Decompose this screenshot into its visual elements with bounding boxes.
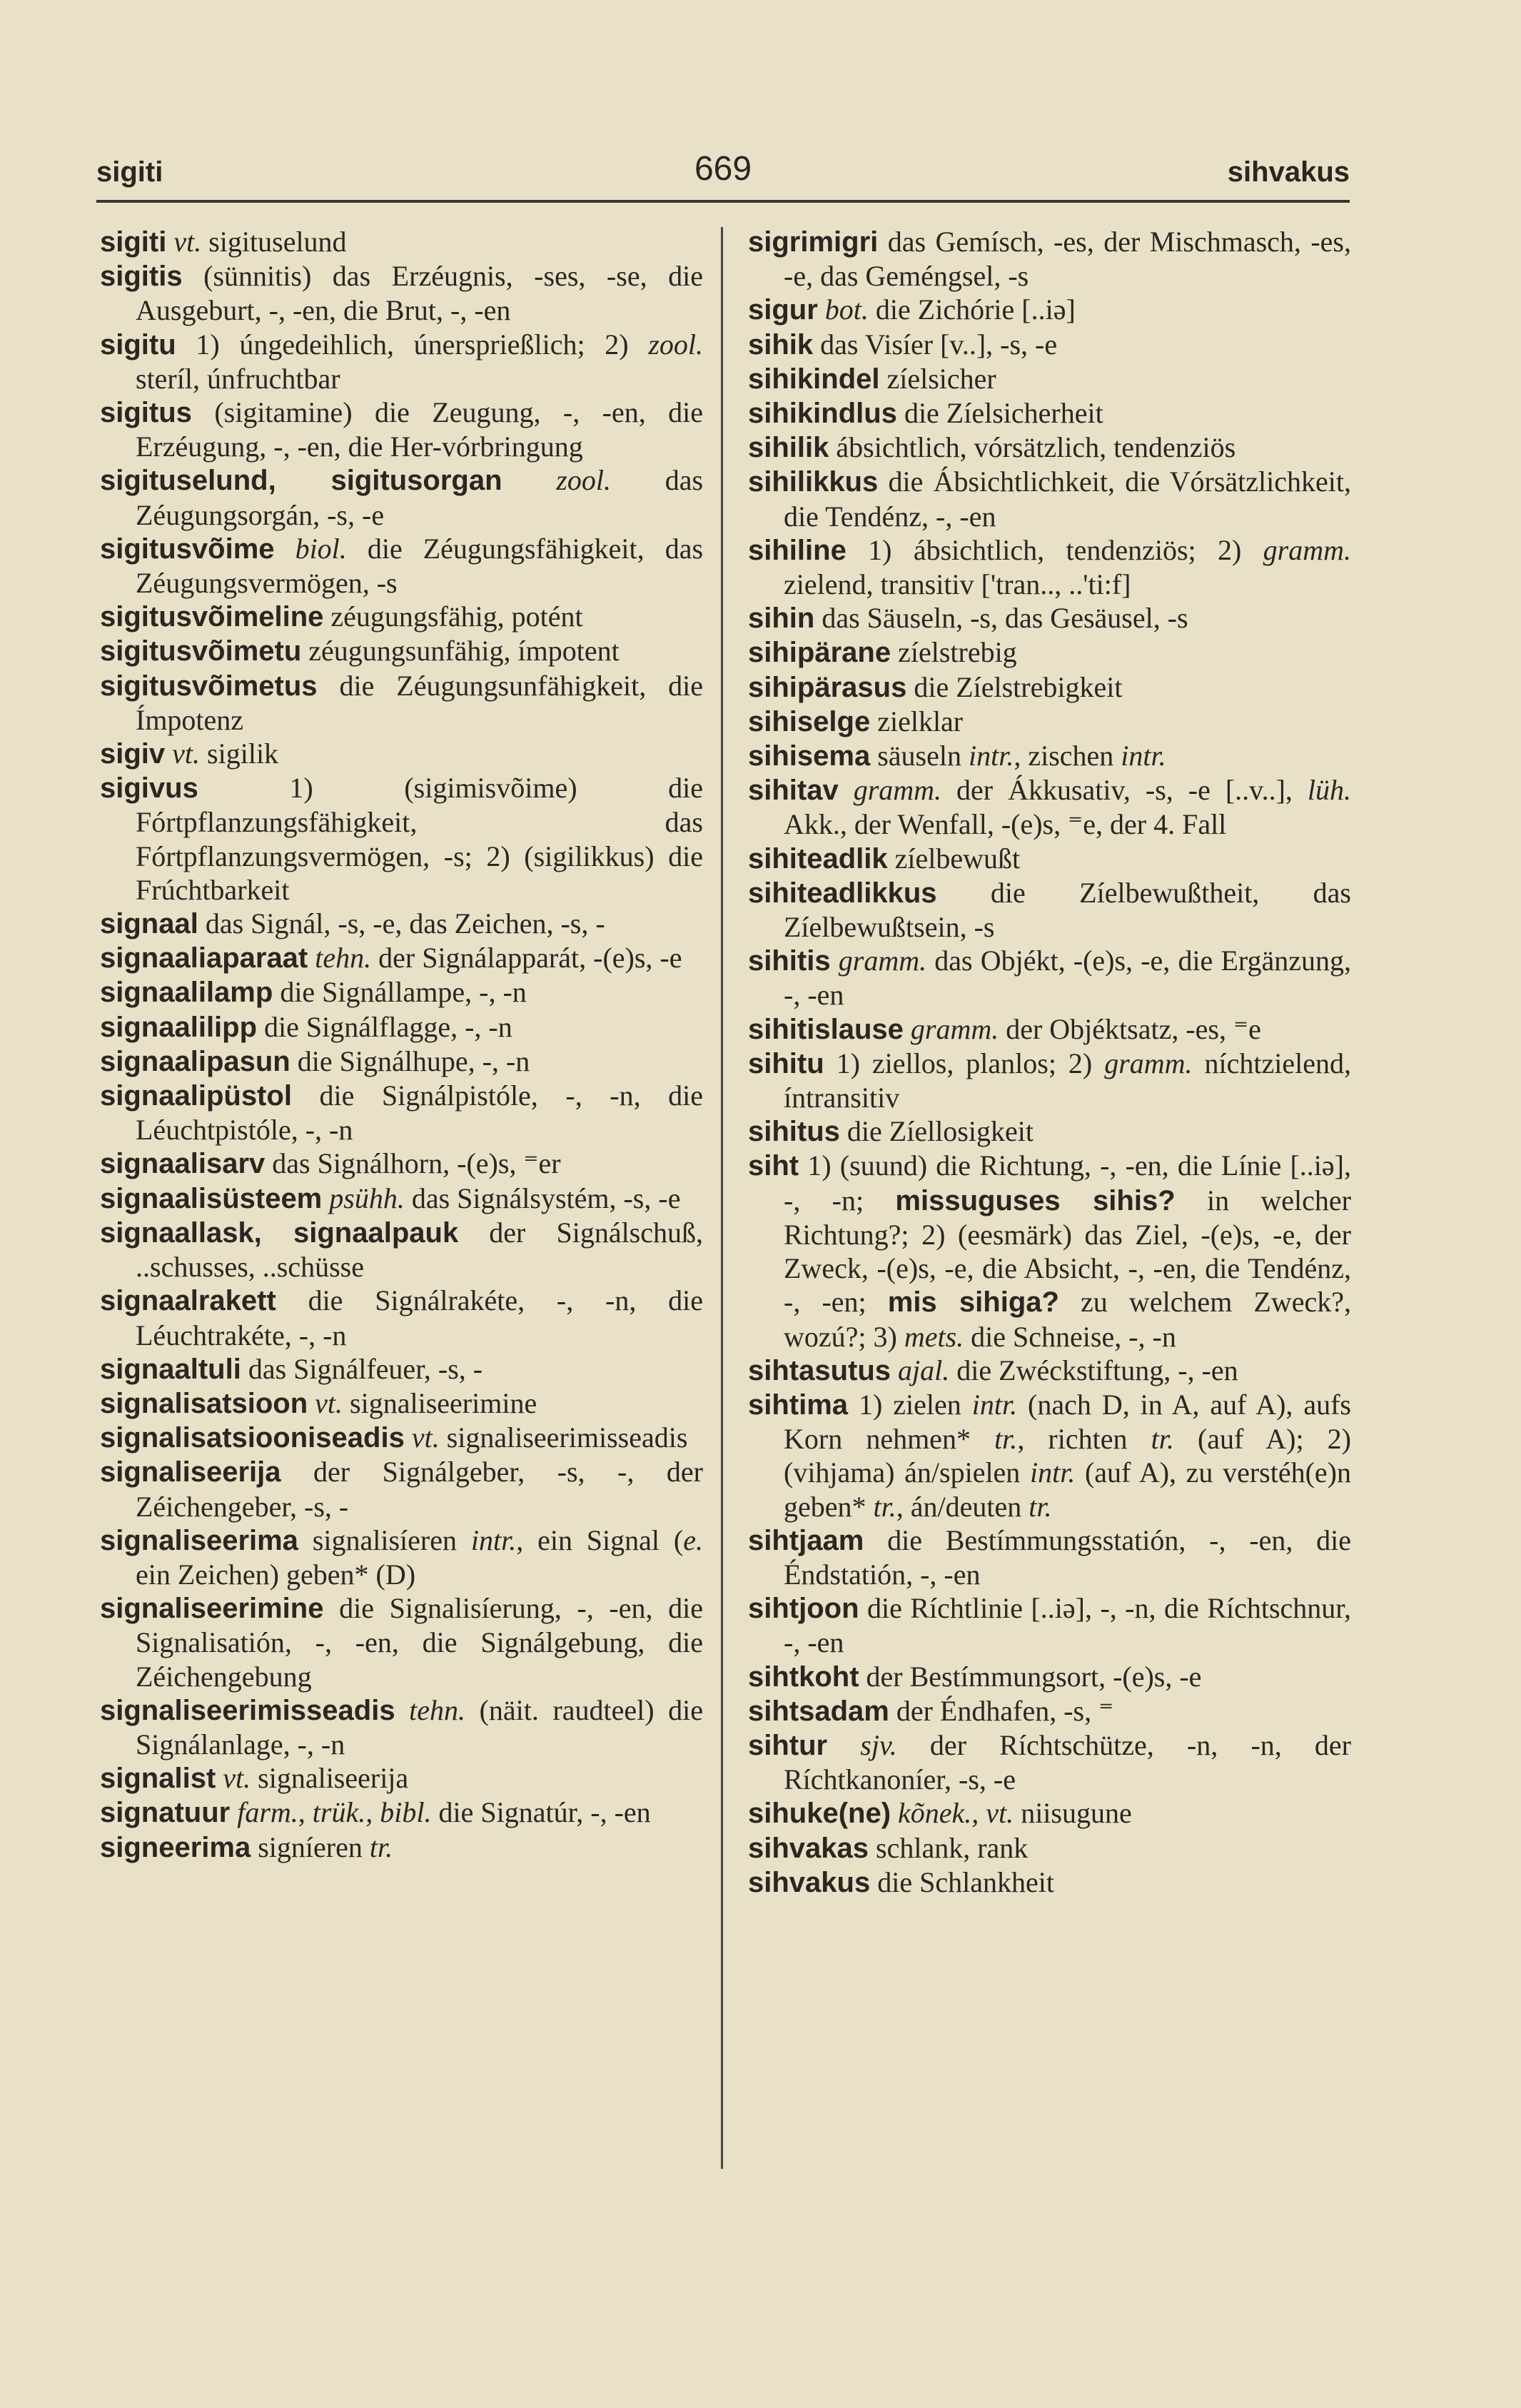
entry-text: der Bestímmungsort, -(e)s, -e [859,1660,1202,1693]
dictionary-entry [100,1182,703,1216]
entry-text: signaliseerimine [343,1386,537,1419]
entry-text: signalisíeren [298,1523,471,1556]
entry-headword: sihilikkus [748,466,879,498]
dictionary-entry [100,737,703,771]
dictionary-entry [100,463,703,531]
entry-headword: sihvakus [748,1866,871,1898]
running-header [96,143,1350,203]
entry-headword: sihisema [748,740,871,772]
entry-text [275,533,295,565]
entry-text: der Éndhafen, -s, ⁼ [889,1694,1114,1727]
entry-headword: sigur [748,294,818,326]
entry-text: die Zwéckstiftung, -, -en [949,1354,1238,1386]
entry-headword: sihvakas [748,1832,869,1864]
entry-headword: sihtjaam [748,1524,864,1556]
dictionary-entry [748,1694,1351,1728]
entry-text: die Signatúr, -, -en [431,1796,651,1829]
entry-headword: sigiti [100,226,167,258]
entry-headword: sigitus [100,397,192,429]
entry-label: tr. [994,1423,1018,1456]
entry-text: die Zíelbewußtheit, das Zíelbewußtsein, -s [784,876,1351,944]
entry-headword: sihiline [748,534,847,566]
dictionary-entry [100,1455,703,1523]
entry-headword: signaalrakett [100,1285,276,1317]
entry-text: die Zéugungsfähigkeit, das Zéugungsvermögen, -s [136,532,704,600]
entry-text: 1) (suund) die Richtung, -, -en, die Línie [..iə], -, -n; [784,1149,1351,1216]
left-column [100,225,703,1865]
dictionary-entry [748,225,1351,293]
entry-headword: sihiselge [748,705,871,737]
page-number: 669 [694,150,752,188]
dictionary-entry [100,941,703,975]
dictionary-entry [100,1830,703,1865]
entry-text: der Ríchtschütze, -n, -n, der Ríchtkanoníer, -s, -e [784,1728,1352,1796]
entry-text [502,464,557,496]
entry-text [904,1013,911,1045]
dictionary-entry [100,1284,703,1351]
entry-headword: signaalisüsteem [100,1182,323,1214]
entry-label: gramm. [910,1012,999,1045]
entry-headword: signalist [100,1763,216,1795]
entry-headword: sihikindlus [748,398,897,430]
dictionary-entry [100,1523,703,1591]
dictionary-entry [748,1149,1351,1353]
entry-text: die Zíellosigkeit [839,1115,1034,1148]
entry-headword: signeerima [100,1831,251,1863]
entry-text: die Schlankheit [870,1865,1054,1898]
entry-headword: sihitus [748,1116,840,1148]
dictionary-entry [100,1795,703,1830]
dictionary-entry [748,1796,1351,1830]
entry-text: zíelbewußt [887,842,1021,875]
dictionary-entry [748,1523,1351,1591]
dictionary-entry [748,670,1351,705]
entry-text: das Säuseln, -s, das Gesäusel, -s [814,602,1188,635]
entry-text: schlank, rank [869,1831,1029,1864]
dictionary-entry [748,1047,1351,1114]
entry-headword: signaalilamp [100,977,273,1009]
entry-text: (auf A), zu verstéh(e)n geben* [784,1456,1351,1523]
entry-headword: missuguses sihis? [895,1184,1176,1216]
entry-text: das Zéugungsorgán, -s, -e [136,464,704,531]
entry-text [216,1762,223,1794]
entry-text: der Signálschuß, ..schusses, ..schüsse [136,1216,704,1284]
entry-text: zielend, transitiv ['tran.., ..'ti:f] [784,568,1131,601]
entry-headword: signaliseerimine [100,1593,324,1625]
entry-headword: signatuur [100,1797,231,1829]
entry-label: intr. [968,740,1014,772]
dictionary-entry [100,259,703,327]
dictionary-entry [748,362,1351,396]
entry-label: bot. [824,293,869,326]
entry-text: zíelstrebig [891,636,1017,669]
entry-label: gramm. [853,774,942,807]
entry-label: tr. [1151,1423,1174,1456]
entry-text: die Signálpistóle, -, -n, die Léuchtpistóle, -, -n [136,1079,703,1147]
entry-headword: signaliseerimisseadis [100,1694,395,1726]
entry-label: gramm. [1104,1047,1193,1079]
dictionary-entry [748,635,1351,670]
entry-text: 1) zielen [848,1388,972,1421]
entry-text: , zischen [1014,740,1121,772]
dictionary-entry [748,842,1351,876]
entry-text: die Signálrakéte, -, -n, die Léuchtrakéte, -, -n [136,1284,703,1351]
entry-text: die Schneise, -, -n [964,1320,1176,1353]
header-right-guideword: sihvakus [1227,156,1350,188]
entry-headword: sihtjoon [748,1593,859,1625]
entry-text [839,774,854,806]
entry-text: die Zíelstrebigkeit [906,670,1123,703]
entry-headword: sigiv [100,738,166,770]
entry-headword: sigituselund, sigitusorgan [100,465,502,497]
dictionary-entry [748,705,1351,739]
dictionary-entry [100,1044,703,1079]
entry-text [308,942,315,974]
entry-text: die Signálhupe, -, -n [290,1044,530,1077]
dictionary-entry [748,1660,1351,1694]
entry-label: tehn. [315,942,372,974]
entry-label: tr. [1029,1490,1052,1523]
entry-text: ábsichtlich, vórsätzlich, tendenziös [829,431,1236,464]
entry-text: (auf A); 2) (vihjama) án/spielen [784,1423,1352,1489]
entry-text: signíeren [251,1830,370,1863]
entry-text: (nach D, in A, auf A), aufs Korn nehmen* [784,1388,1351,1456]
entry-label: sjv. [860,1728,897,1761]
entry-text: níchtzielend, íntransitiv [784,1047,1351,1114]
dictionary-entry [748,1388,1351,1523]
entry-label: psühh. [329,1182,405,1214]
entry-text: die Bestímmungsstatión, -, -en, die Éndstatión, -, -en [784,1523,1351,1591]
entry-headword: signaalisarv [100,1148,266,1180]
entry-text: die Signalisíerung, -, -en, die Signalisatión, -, -en, die Signálgebung, die Zéichengebung [136,1592,703,1693]
entry-text: 1) úngedeihlich, únersprießlich; 2) [176,328,649,361]
entry-text: in welcher Richtung?; 2) (eesmärk) das Ziel, -(e)s, -e, der Zweck, -(e)s, -e, die Absicht, -, -en, die Tendénz, -, -en; [784,1184,1351,1319]
entry-text: der Signálapparát, -(e)s, -e [371,942,682,974]
entry-label: vt. [223,1762,251,1795]
entry-text [308,1387,315,1419]
dictionary-entry [748,1012,1351,1047]
entry-text: das Visíer [v..], -s, -e [813,328,1058,361]
entry-label: intr. [470,1523,517,1556]
entry-label: zool. [648,328,703,361]
entry-text: das Signál, -s, -e, das Zeichen, -s, - [198,907,605,940]
entry-label: intr. [971,1388,1018,1421]
dictionary-entry [748,465,1351,533]
dictionary-entry [100,1010,703,1044]
entry-headword: sihuke(ne) [748,1798,891,1830]
dictionary-entry [100,1693,703,1761]
dictionary-entry [100,669,703,737]
entry-headword: sihitu [748,1047,824,1079]
entry-headword: siht [748,1150,799,1182]
entry-headword: signaal [100,908,198,940]
entry-text: die Ábsichtlichkeit, die Vórsätzlichkeit, die Tendénz, -, -en [784,465,1351,533]
entry-headword: signalisatsiooniseadis [100,1422,405,1454]
entry-text: zielklar [870,705,964,737]
entry-label: gramm. [838,944,927,977]
entry-headword: sigitusvõimeline [100,601,324,633]
entry-label: farm., trük., bibl. [237,1796,432,1829]
entry-text: (sigitamine) die Zeugung, -, -en, die Erzéugung, -, -en, die Her-vórbringung [136,396,703,463]
dictionary-entry [100,328,703,396]
entry-headword: sigivus [100,772,198,805]
entry-text: signaliseerimisseadis [439,1421,688,1454]
entry-text: signaliseerija [251,1762,409,1795]
entry-label: tr. [873,1490,896,1523]
entry-headword: signaliseerija [100,1456,281,1488]
dictionary-entry [100,225,703,259]
dictionary-entry [748,739,1351,773]
entry-headword: sihipärasus [748,671,907,703]
entry-headword: sigitusvõimetu [100,635,302,668]
dictionary-entry [748,876,1351,944]
entry-headword: signaalipasun [100,1045,290,1077]
entry-label: gramm. [1263,533,1351,566]
entry-text: säuseln [870,740,969,772]
entry-text [395,1694,410,1726]
entry-text: sigituselund [201,226,347,258]
entry-text: zéugungsunfähig, ímpotent [301,635,620,668]
dictionary-entry [748,533,1351,601]
entry-text [165,737,172,770]
entry-text: der Objéktsatz, -es, ⁼e [999,1012,1261,1045]
entry-headword: sigitis [100,261,183,293]
entry-headword: sihikindel [748,363,880,395]
entry-headword: mis sihiga? [887,1286,1059,1319]
dictionary-entry [748,1865,1351,1900]
dictionary-entry [100,600,703,634]
entry-headword: signaaltuli [100,1353,241,1385]
entry-label: biol. [295,532,347,565]
header-left-guideword: sigiti [96,156,163,188]
column-divider [721,227,723,2169]
entry-headword: sihtur [748,1729,828,1761]
entry-headword: sihtima [748,1389,849,1421]
dictionary-entry [748,328,1351,362]
entry-text: der Signálgeber, -s, -, der Zéichengeber, -s, - [136,1456,703,1523]
dictionary-entry [100,1079,703,1147]
dictionary-entry [100,1352,703,1386]
dictionary-entry [748,430,1351,465]
dictionary-entry [100,634,703,668]
entry-label: zool. [556,464,611,497]
entry-headword: sihitislause [748,1013,904,1045]
entry-headword: sigrimigri [748,226,879,258]
entry-headword: sihin [748,603,815,635]
dictionary-entry [100,771,703,907]
entry-text: (näit. raudteel) die Signálanlage, -, -n [136,1693,703,1760]
dictionary-entry [748,944,1351,1012]
right-column [748,225,1351,1900]
entry-text: der Ákkusativ, -s, -e [..v..], [941,774,1308,807]
dictionary-entry [748,1728,1351,1796]
entry-label: vt. [411,1421,440,1454]
entry-label: vt. [173,226,202,258]
entry-headword: sihiteadlik [748,842,888,875]
entry-headword: signaaliaparaat [100,942,308,974]
entry-label: intr. [1121,740,1166,772]
entry-text: Akk., der Wenfall, -(e)s, ⁼e, der 4. Fall [784,808,1227,841]
dictionary-entry [748,773,1351,841]
entry-text: 1) (sigimisvõime) die Fórtpflanzungsfähigkeit, das Fórtpflanzungsvermögen, -s; 2) (sigilikkus) die Frúchtbarkeit [136,772,703,906]
entry-text [166,226,173,258]
entry-label: kõnek., vt. [898,1797,1014,1830]
entry-headword: sihtkoht [748,1661,859,1693]
entry-text: zu welchem Zweck?, wozú?; 3) [784,1286,1351,1353]
entry-text: , án/deuten [896,1490,1029,1523]
dictionary-entry [100,1386,703,1421]
entry-text [827,1729,860,1761]
entry-text: das Gemísch, -es, der Mischmasch, -es, -e, das Geméngsel, -s [784,226,1351,293]
dictionary-entry [100,396,703,463]
entry-text: die Signálflagge, -, -n [257,1010,512,1043]
entry-text: (sünnitis) das Erzéugnis, -ses, -se, die Ausgeburt, -, -en, die Brut, -, -en [136,260,703,327]
entry-label: tehn. [409,1693,466,1726]
entry-headword: signaalilipp [100,1011,258,1043]
entry-headword: sihtasutus [748,1354,891,1386]
entry-text: , richten [1017,1423,1151,1456]
entry-text: die Zíelsicherheit [896,397,1103,430]
entry-headword: sihitav [748,775,839,807]
entry-text: , ein Signal ( [516,1523,684,1556]
entry-headword: sihilik [748,432,829,464]
entry-text [230,1796,237,1828]
entry-headword: signaalipüstol [100,1080,292,1112]
entry-headword: sigitu [100,328,176,361]
entry-label: ajal. [898,1354,950,1386]
dictionary-entry [100,907,703,941]
entry-text: das Signálhorn, -(e)s, ⁼er [265,1147,561,1180]
dictionary-entry [100,1761,703,1795]
entry-label: tr. [369,1830,393,1863]
entry-text [818,293,825,326]
dictionary-entry [100,1147,703,1181]
entry-text: zíelsicher [879,362,996,395]
entry-text [405,1421,412,1454]
entry-label: lüh. [1307,774,1351,807]
entry-headword: sihtsadam [748,1695,889,1727]
entry-text: zéugungsfähig, potént [323,600,583,633]
dictionary-entry [748,293,1351,327]
entry-text: das Signálsystém, -s, -e [404,1182,681,1214]
dictionary-entry [748,396,1351,430]
entry-label: mets. [904,1320,964,1353]
entry-headword: signaliseerima [100,1524,298,1556]
entry-text: die Ríchtlinie [..iə], -, -n, die Ríchtschnur, -, -en [784,1592,1351,1659]
entry-text: die Zichórie [..iə] [868,293,1076,326]
dictionary-entry [100,532,703,600]
entry-label: e. [683,1523,703,1556]
dictionary-entry [748,601,1351,635]
dictionary-entry [748,1831,1351,1865]
entry-label: vt. [172,737,201,770]
entry-text [831,944,839,977]
entry-label: intr. [1029,1456,1076,1489]
entry-text: 1) ábsichtlich, tendenziös; 2) [846,533,1263,566]
entry-headword: signalisatsioon [100,1387,308,1419]
entry-text: das Objékt, -(e)s, -e, die Ergänzung, -, -en [784,944,1352,1012]
dictionary-entry [100,1591,703,1693]
dictionary-entry [748,1591,1351,1659]
entry-text [891,1354,898,1386]
entry-text: sigilik [200,737,279,770]
dictionary-entry [748,1354,1351,1388]
entry-text: die Zéugungsunfähigkeit, die Ímpotenz [136,669,703,736]
entry-text: steríl, únfruchtbar [136,362,340,395]
entry-text [322,1182,329,1214]
entry-text: 1) ziellos, planlos; 2) [824,1047,1105,1079]
dictionary-entry [100,975,703,1009]
dictionary-entry [100,1421,703,1455]
entry-text [891,1797,898,1829]
entry-headword: sihipärane [748,637,891,669]
entry-headword: signaallask, signaalpauk [100,1216,459,1249]
dictionary-entry [748,1114,1351,1149]
dictionary-entry [100,1216,703,1284]
entry-headword: sihiteadlikkus [748,877,937,909]
entry-headword: sigitusvõime [100,533,275,565]
entry-text: das Signálfeuer, -s, - [241,1352,483,1385]
entry-text: niisugune [1014,1797,1132,1830]
entry-text: die Signállampe, -, -n [273,976,527,1009]
entry-headword: sihik [748,328,814,361]
entry-headword: sihitis [748,945,831,977]
entry-text: ein Zeichen) geben* (D) [136,1558,416,1591]
entry-label: vt. [315,1386,343,1419]
entry-headword: sigitusvõimetus [100,670,318,702]
